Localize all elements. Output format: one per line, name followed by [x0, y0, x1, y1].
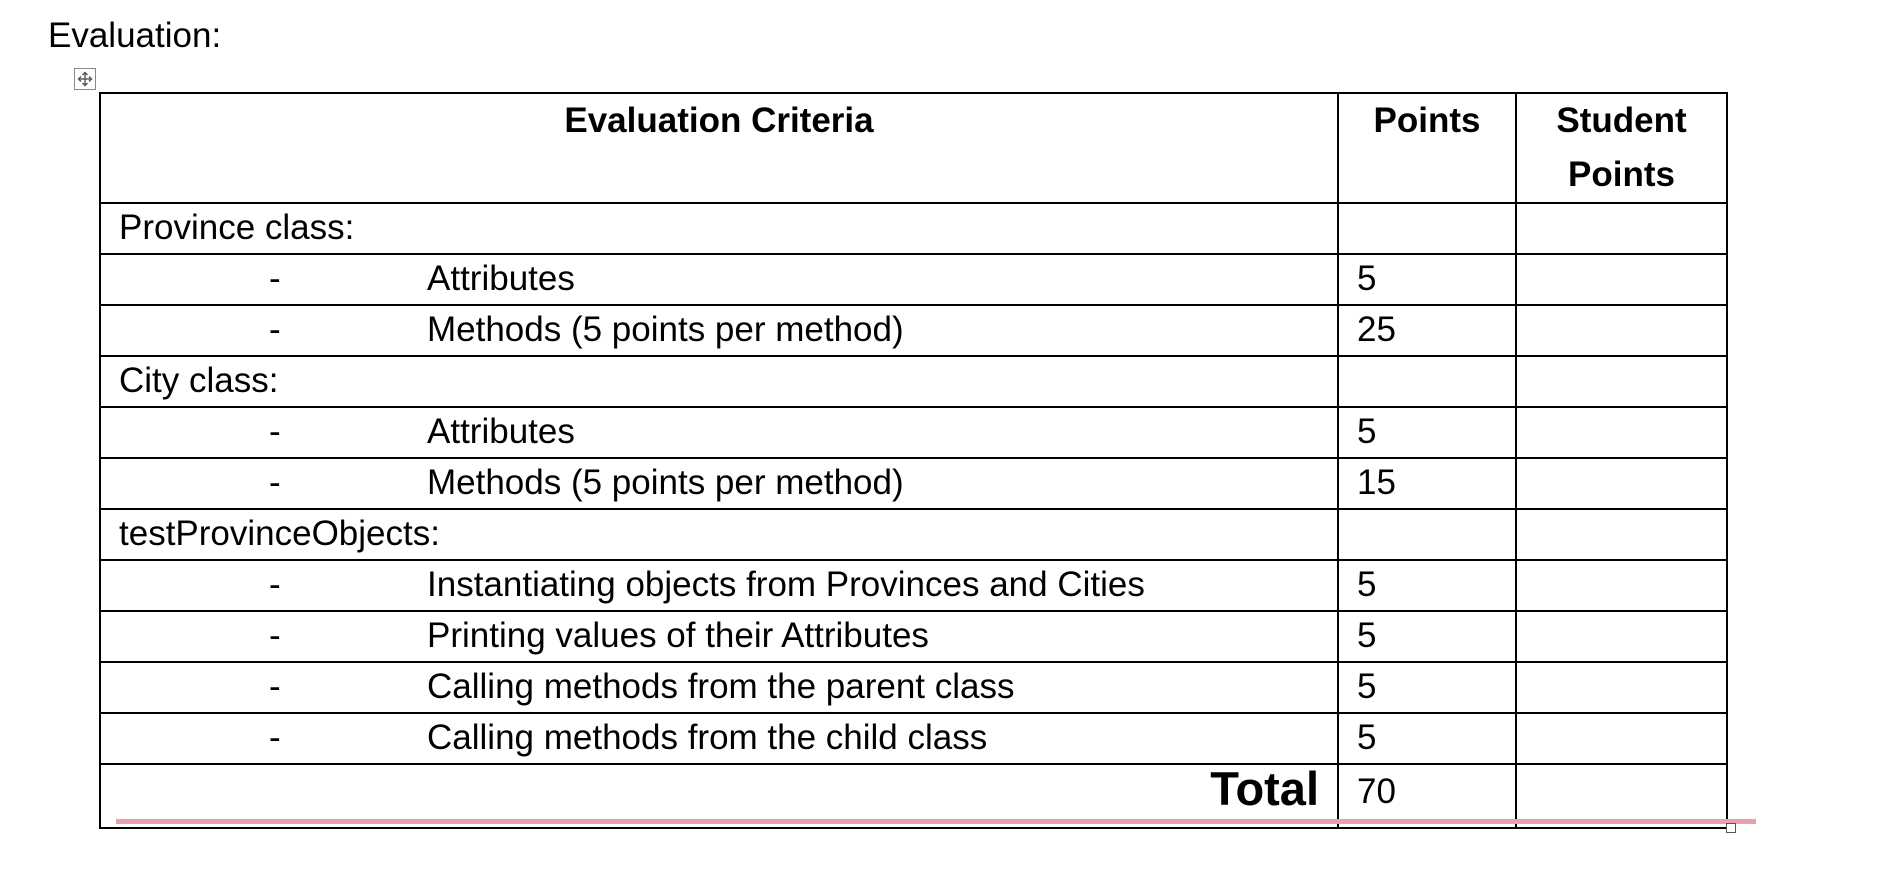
student-points-cell[interactable]	[1516, 458, 1727, 509]
criteria-cell[interactable]	[100, 611, 1338, 662]
table-row-section	[100, 356, 1727, 407]
table-row-section	[100, 203, 1727, 254]
header-criteria[interactable]: Evaluation Criteria	[100, 93, 1338, 203]
student-points-cell[interactable]	[1516, 305, 1727, 356]
page-heading: Evaluation:	[48, 16, 222, 55]
points-cell[interactable]: 5	[1338, 662, 1516, 713]
student-points-cell[interactable]	[1516, 203, 1727, 254]
student-points-cell[interactable]	[1516, 662, 1727, 713]
points-cell[interactable]	[1338, 203, 1516, 254]
criteria-text: Attributes	[427, 259, 575, 298]
student-points-cell[interactable]	[1516, 509, 1727, 560]
criteria-text: Instantiating objects from Provinces and Cities	[427, 565, 1145, 604]
table-row	[100, 713, 1727, 764]
table-row	[100, 305, 1727, 356]
criteria-cell[interactable]: City class:	[100, 356, 1338, 407]
criteria-text: Attributes	[427, 412, 575, 451]
student-points-cell[interactable]	[1516, 356, 1727, 407]
points-cell[interactable]: 5	[1338, 560, 1516, 611]
table-row	[100, 611, 1727, 662]
criteria-cell[interactable]: testProvinceObjects:	[100, 509, 1338, 560]
table-row	[100, 662, 1727, 713]
list-dash: -	[269, 667, 281, 706]
student-points-cell[interactable]	[1516, 407, 1727, 458]
student-points-cell[interactable]	[1516, 254, 1727, 305]
criteria-cell[interactable]: Province class:	[100, 203, 1338, 254]
header-student-points[interactable]: Student Points	[1516, 93, 1727, 203]
criteria-text: Calling methods from the child class	[427, 718, 988, 757]
student-points-cell[interactable]	[1516, 560, 1727, 611]
table-row	[100, 560, 1727, 611]
total-points-cell[interactable]: 70	[1338, 764, 1516, 828]
table-row	[100, 254, 1727, 305]
points-cell[interactable]: 5	[1338, 254, 1516, 305]
points-cell[interactable]: 15	[1338, 458, 1516, 509]
list-dash: -	[269, 718, 281, 757]
list-dash: -	[269, 412, 281, 451]
criteria-cell[interactable]	[100, 407, 1338, 458]
criteria-text: Methods (5 points per method)	[427, 463, 904, 502]
criteria-cell[interactable]	[100, 662, 1338, 713]
list-dash: -	[269, 616, 281, 655]
table-move-handle[interactable]	[74, 68, 96, 90]
revision-underline	[116, 819, 1756, 824]
criteria-cell[interactable]	[100, 254, 1338, 305]
header-points[interactable]: Points	[1338, 93, 1516, 203]
table-row	[100, 458, 1727, 509]
points-cell[interactable]: 25	[1338, 305, 1516, 356]
criteria-cell[interactable]	[100, 713, 1338, 764]
list-dash: -	[269, 463, 281, 502]
table-header-row	[100, 93, 1727, 203]
evaluation-table	[99, 92, 1728, 829]
student-points-cell[interactable]	[1516, 611, 1727, 662]
list-dash: -	[269, 310, 281, 349]
move-arrows-icon	[77, 71, 93, 87]
criteria-cell[interactable]	[100, 560, 1338, 611]
student-points-cell[interactable]	[1516, 713, 1727, 764]
points-cell[interactable]	[1338, 356, 1516, 407]
points-cell[interactable]: 5	[1338, 611, 1516, 662]
points-cell[interactable]: 5	[1338, 407, 1516, 458]
total-label[interactable]: Total	[100, 764, 1338, 828]
table-row-section	[100, 509, 1727, 560]
points-cell[interactable]: 5	[1338, 713, 1516, 764]
criteria-cell[interactable]	[100, 305, 1338, 356]
criteria-text: Methods (5 points per method)	[427, 310, 904, 349]
list-dash: -	[269, 565, 281, 604]
criteria-cell[interactable]	[100, 458, 1338, 509]
criteria-text: Printing values of their Attributes	[427, 616, 929, 655]
resize-handle-icon[interactable]	[1726, 823, 1736, 833]
table-row	[100, 407, 1727, 458]
criteria-text: Calling methods from the parent class	[427, 667, 1015, 706]
list-dash: -	[269, 259, 281, 298]
points-cell[interactable]	[1338, 509, 1516, 560]
